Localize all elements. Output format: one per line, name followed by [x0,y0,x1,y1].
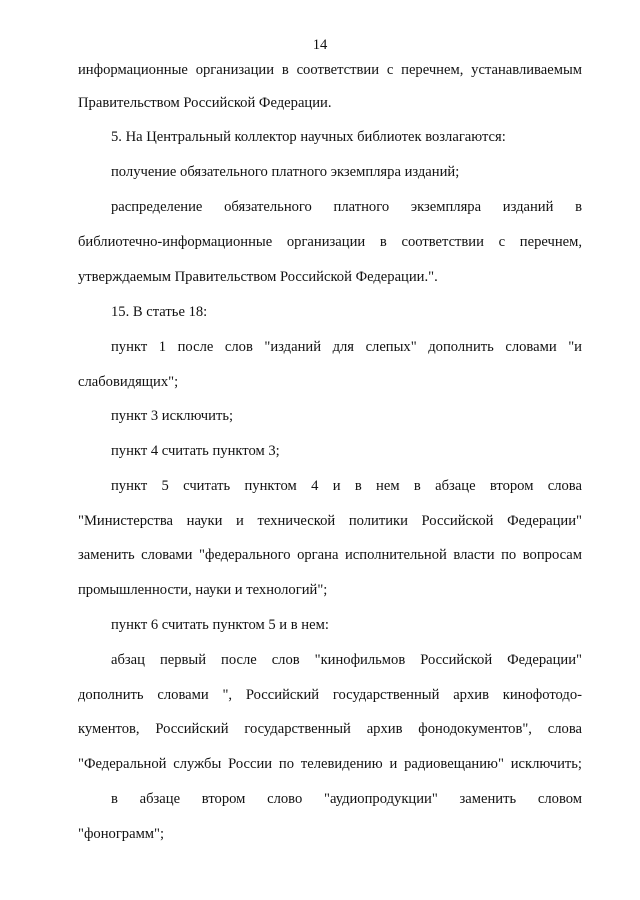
text-line: утверждаемым Правительством Российской Федерации.". [78,269,438,285]
text-line: распределение обязательного платного экземпляра изданий в [111,199,582,215]
text-line: "Министерства науки и технической политики Российской Федерации" [78,513,582,529]
text-line: пункт 3 исключить; [111,408,234,424]
text-line: "фонограмм"; [78,826,165,842]
text-line: заменить словами "федерального органа исполнительной власти по вопросам [78,547,582,563]
text-line: получение обязательного платного экземпляра изданий; [111,164,460,180]
text-line: библиотечно-информационные организации в соответствии с перечнем, [78,234,582,250]
text-line: дополнить словами ", Российский государственный архив кинофотодо- [78,687,582,703]
text-line: пункт 4 считать пунктом 3; [111,443,280,459]
text-line: пункт 6 считать пунктом 5 и в нем: [111,617,329,633]
text-line: в абзаце втором слово "аудиопродукции" заменить словом [111,791,582,807]
text-line: кументов, Российский государственный архив фонодокументов", слова [78,721,582,737]
text-line: пункт 1 после слов "изданий для слепых" дополнить словами "и [111,339,582,355]
text-line: "Федеральной службы России по телевидению и радиовещанию" исключить; [78,756,582,772]
text-line: 15. В статье 18: [111,304,208,320]
page-number: 14 [312,37,328,53]
text-line: промышленности, науки и технологий"; [78,582,328,598]
text-line: слабовидящих"; [78,374,179,390]
text-line: информационные организации в соответствии с перечнем, устанавливаемым [78,62,582,78]
text-line: Правительством Российской Федерации. [78,95,332,111]
text-line: пункт 5 считать пунктом 4 и в нем в абзаце втором слова [111,478,582,494]
text-line: 5. На Центральный коллектор научных библиотек возлагаются: [111,129,506,145]
text-line: абзац первый после слов "кинофильмов Российской Федерации" [111,652,582,668]
